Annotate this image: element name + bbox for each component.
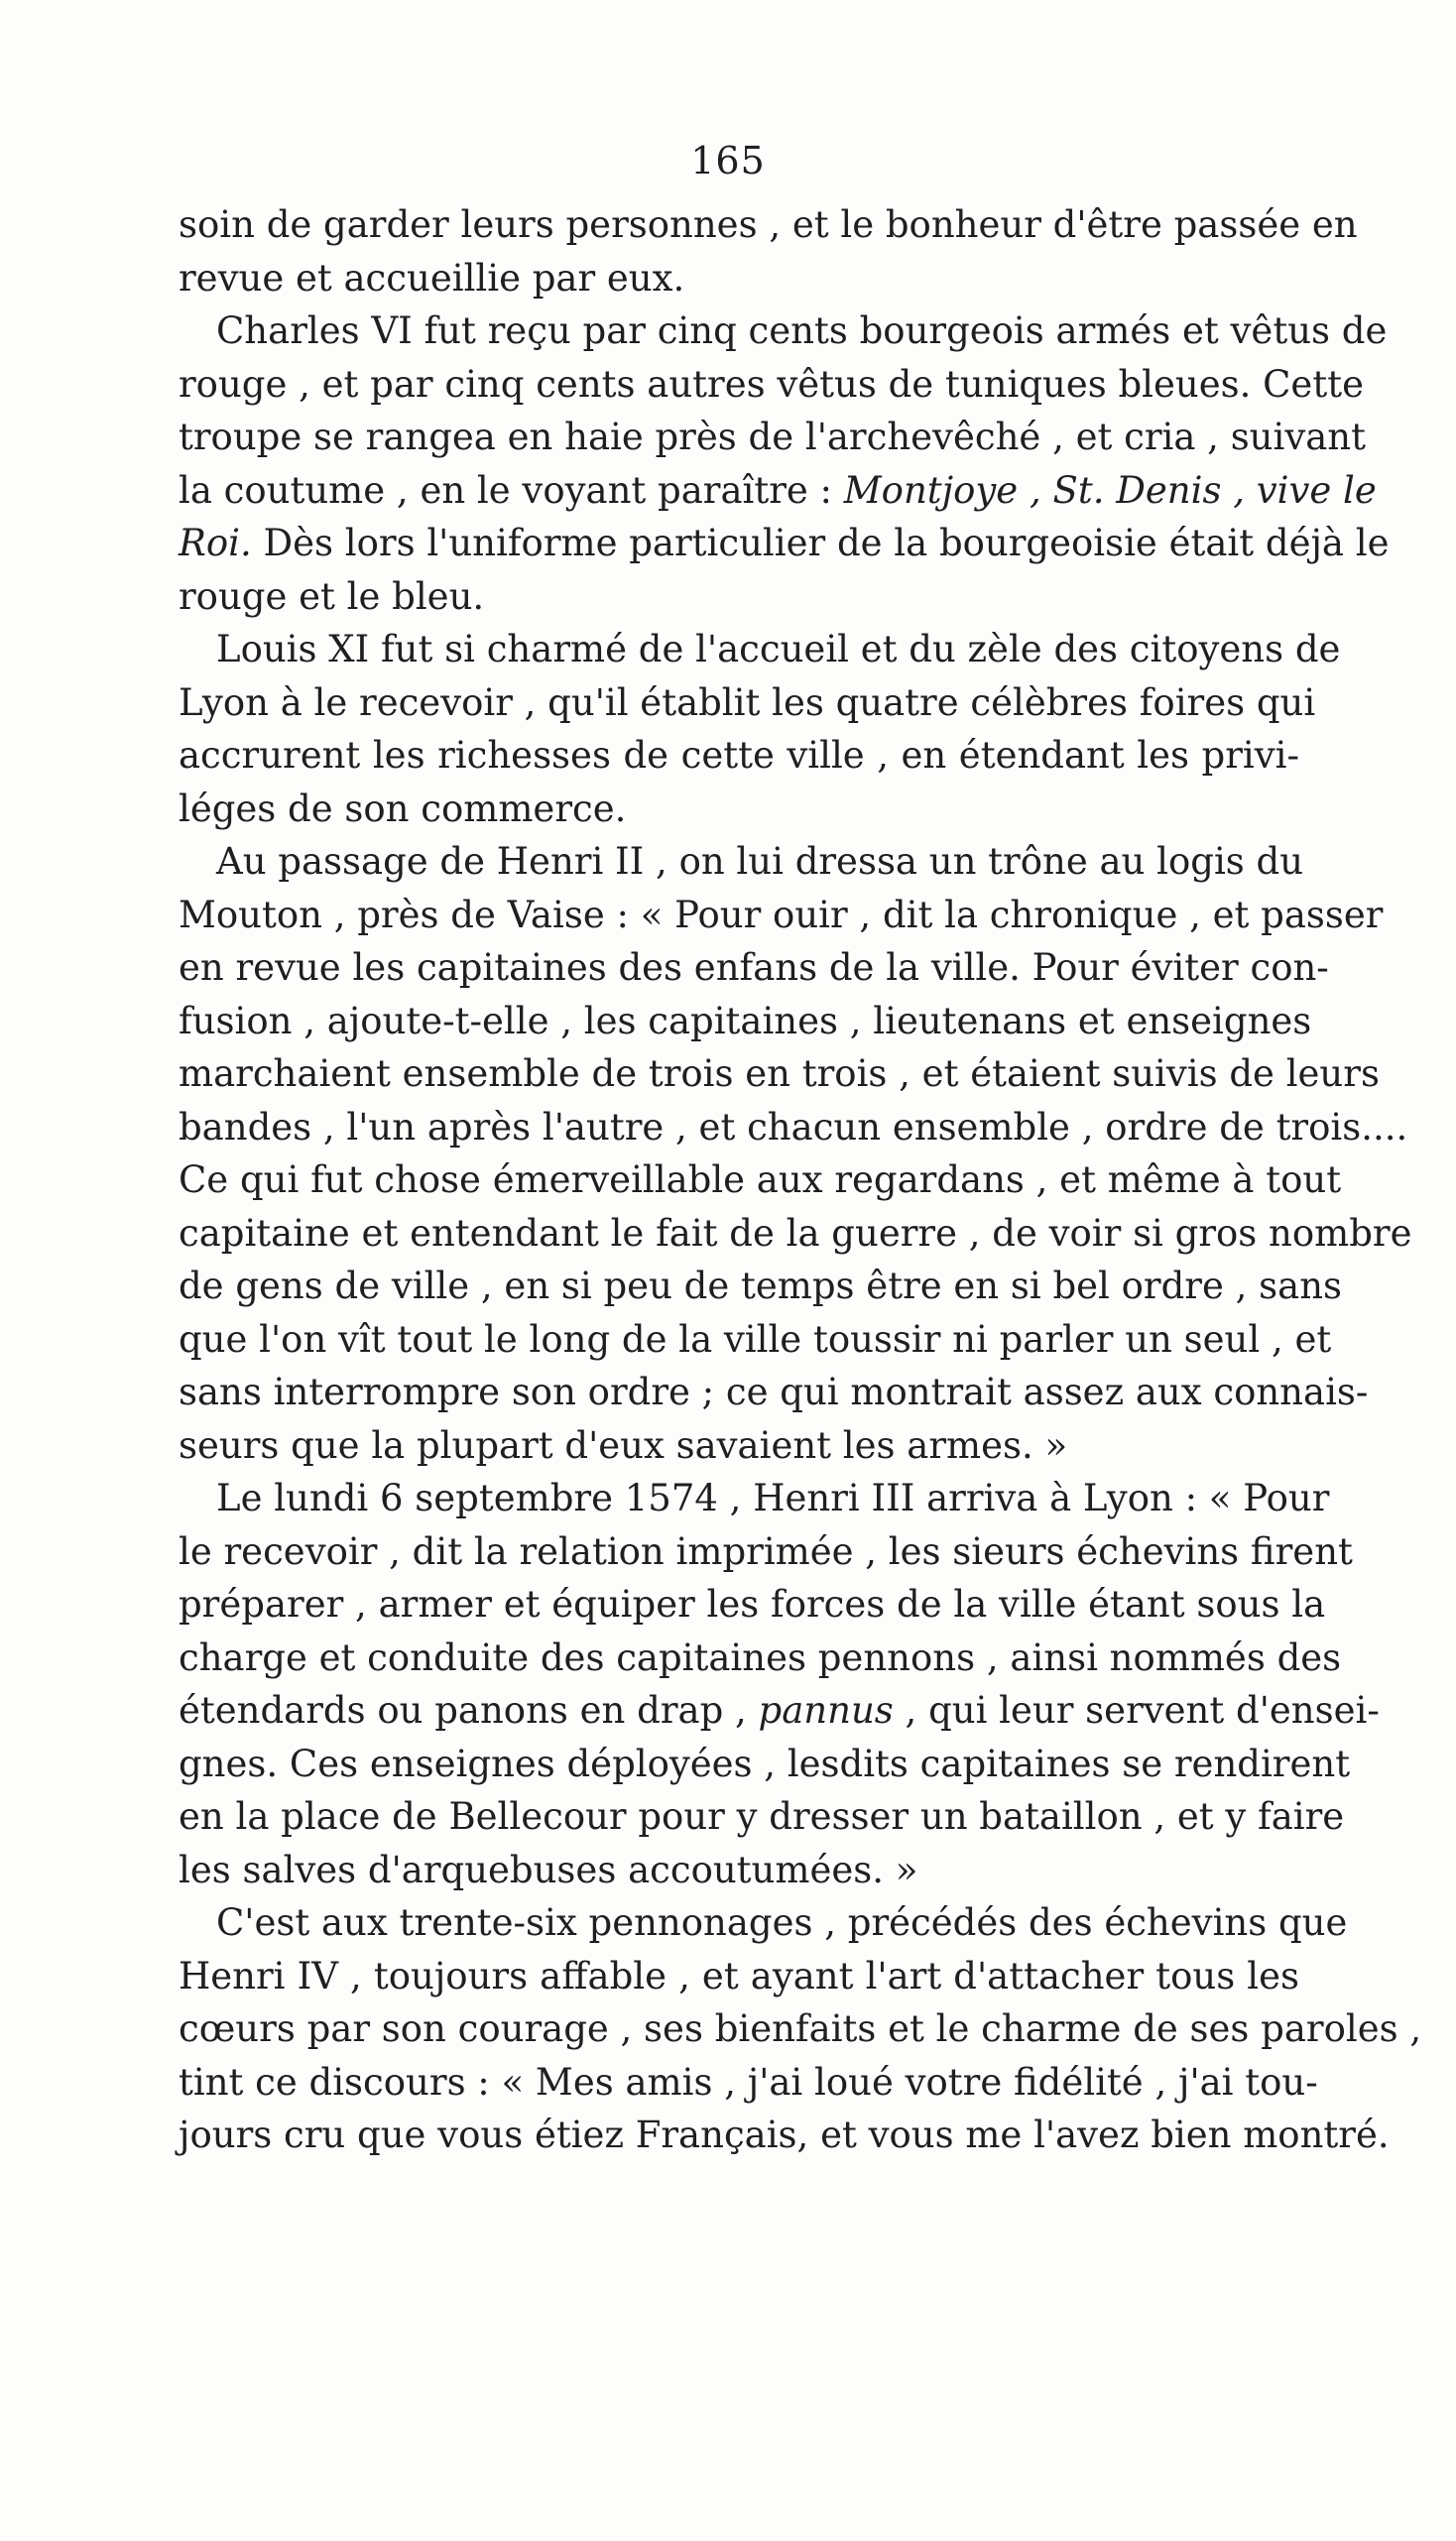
text-line	[179, 2002, 1422, 2056]
italic-text: pannus	[758, 1689, 894, 1732]
text-line	[179, 1153, 1342, 1207]
text-line	[179, 623, 1341, 676]
text-line	[179, 517, 1390, 570]
text-run: fusion , ajoute-t-elle , les capitaines , lieutenans et enseignes	[179, 999, 1312, 1042]
text-line	[179, 358, 1364, 412]
text-run: Mouton , près de Vaise : « Pour ouir , dit la chronique , et passer	[179, 893, 1384, 936]
text-run: gnes. Ces enseignes déployées , lesdits capitaines se rendirent	[179, 1742, 1351, 1785]
text-line	[179, 1844, 1299, 1897]
text-line	[179, 889, 1384, 942]
text-run: sans interrompre son ordre ; ce qui montrait assez aux connais-	[179, 1371, 1369, 1413]
text-line	[179, 1896, 1348, 1950]
text-run: marchaient ensemble de trois en trois , et étaient suivis de leurs	[179, 1052, 1380, 1095]
text-run: troupe se rangea en haie près de l'archevêché , et cria , suivant	[179, 416, 1367, 458]
text-line	[179, 464, 1377, 518]
text-line	[179, 1366, 1369, 1419]
text-line	[179, 570, 1299, 624]
text-run: la coutume , en le voyant paraître :	[179, 468, 844, 512]
text-run: en revue les capitaines des enfans de la ville. Pour éviter con-	[179, 946, 1329, 989]
text-run: rouge et le bleu.	[179, 574, 485, 618]
text-line	[179, 1101, 1408, 1154]
italic-text: Roi.	[179, 522, 252, 564]
text-run: en la place de Bellecour pour y dresser un bataillon , et y faire	[179, 1795, 1345, 1838]
text-line	[179, 2056, 1318, 2110]
text-line	[179, 1419, 1299, 1473]
text-run: tint ce discours : « Mes amis , j'ai loué votre fidélité , j'ai tou-	[179, 2060, 1318, 2104]
text-line	[179, 1950, 1299, 2003]
text-line	[179, 198, 1358, 252]
text-run: léges de son commerce.	[179, 786, 627, 830]
text-run: étendards ou panons en drap ,	[179, 1689, 759, 1732]
text-line	[179, 995, 1312, 1048]
text-run: le recevoir , dit la relation imprimée , les sieurs échevins firent	[179, 1529, 1353, 1573]
text-run: seurs que la plupart d'eux savaient les armes. »	[179, 1423, 1068, 1467]
page-number: 165	[690, 139, 766, 182]
text-line	[179, 1790, 1345, 1844]
text-run: charge et conduite des capitaines pennons , ainsi nommés des	[179, 1635, 1342, 1679]
text-line	[179, 252, 1299, 305]
text-line	[179, 783, 1299, 836]
text-line	[179, 1260, 1343, 1313]
text-run: Le lundi 6 septembre 1574 , Henri III arriva à Lyon : « Pour	[216, 1477, 1330, 1519]
text-line	[179, 411, 1367, 464]
text-run: préparer , armer et équiper les forces de la ville étant sous la	[179, 1583, 1326, 1626]
text-run: Charles VI fut reçu par cinq cents bourgeois armés et vêtus de	[216, 309, 1388, 352]
text-line	[179, 941, 1329, 995]
text-line	[179, 1578, 1326, 1632]
text-run: les salves d'arquebuses accoutumées. »	[179, 1848, 918, 1891]
text-run: C'est aux trente-six pennonages , précédés des échevins que	[216, 1901, 1348, 1944]
text-line	[179, 1313, 1332, 1367]
text-line	[179, 676, 1316, 730]
text-run: Lyon à le recevoir , qu'il établit les quatre célèbres foires qui	[179, 680, 1316, 724]
text-run: cœurs par son courage , ses bienfaits et le charme de ses paroles ,	[179, 2007, 1422, 2050]
text-line	[179, 304, 1388, 358]
text-run: Ce qui fut chose émerveillable aux regardans , et même à tout	[179, 1158, 1342, 1201]
text-line	[179, 2109, 1390, 2162]
text-line	[179, 1472, 1330, 1525]
text-run: que l'on vît tout le long de la ville toussir ni parler un seul , et	[179, 1317, 1332, 1361]
text-run: bandes , l'un après l'autre , et chacun ensemble , ordre de trois....	[179, 1105, 1408, 1149]
text-line	[179, 1525, 1353, 1579]
text-run: accrurent les richesses de cette ville , en étendant les privi-	[179, 734, 1299, 777]
text-run: , qui leur servent d'ensei-	[893, 1689, 1380, 1732]
text-line	[179, 1684, 1380, 1738]
text-line	[179, 729, 1299, 783]
text-run: Au passage de Henri II , on lui dressa un trône au logis du	[216, 840, 1304, 883]
text-line	[179, 1738, 1351, 1791]
text-run: soin de garder leurs personnes , et le bonheur d'être passée en	[179, 203, 1358, 246]
text-run: revue et accueillie par eux.	[179, 256, 685, 300]
text-line	[179, 1207, 1412, 1261]
text-run: rouge , et par cinq cents autres vêtus de tuniques bleues. Cette	[179, 362, 1364, 406]
text-run: capitaine et entendant le fait de la guerre , de voir si gros nombre	[179, 1211, 1412, 1255]
body-text	[179, 198, 1422, 2162]
text-run: Henri IV , toujours affable , et ayant l'art d'attacher tous les	[179, 1954, 1299, 1997]
text-run: de gens de ville , en si peu de temps être en si bel ordre , sans	[179, 1265, 1343, 1307]
text-line	[179, 835, 1304, 889]
italic-text: Montjoye , St. Denis , vive le	[843, 468, 1377, 512]
text-line	[179, 1632, 1342, 1685]
text-line	[179, 1047, 1380, 1101]
text-run: Louis XI fut si charmé de l'accueil et du zèle des citoyens de	[216, 628, 1341, 670]
text-run: jours cru que vous étiez Français, et vous me l'avez bien montré.	[179, 2114, 1390, 2156]
text-run: Dès lors l'uniforme particulier de la bourgeoisie était déjà le	[251, 522, 1390, 564]
